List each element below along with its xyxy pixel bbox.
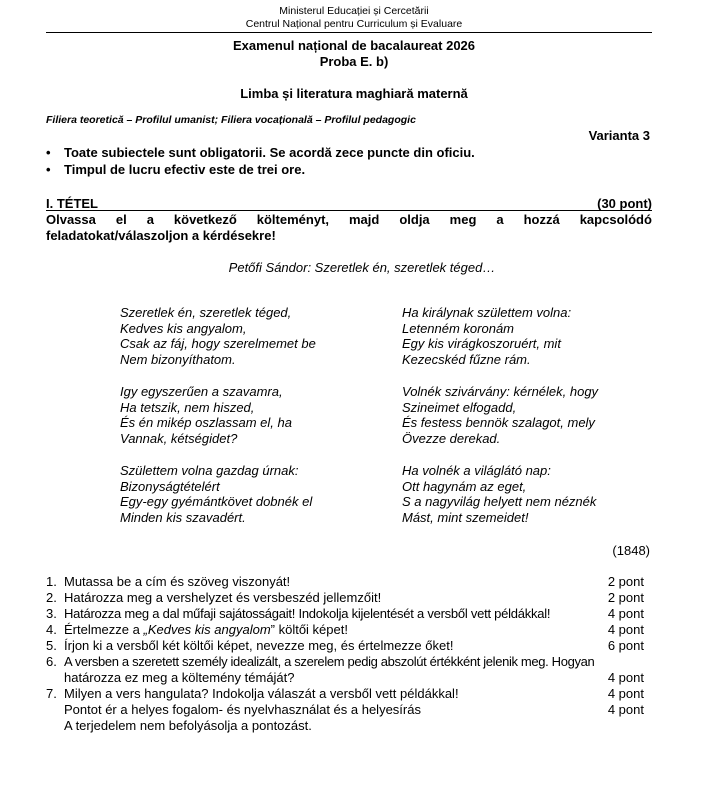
task-text: Milyen a vers hangulata? Indokolja válaszát a versből vett példákkal! xyxy=(64,686,459,701)
poem-line: S a nagyvilág helyett nem néznék xyxy=(402,494,597,510)
poem-line: Ha királynak születtem volna: xyxy=(402,305,572,320)
poem-line: Kezecskéd fűzne rám. xyxy=(402,352,531,368)
poem-line: Vannak, kétségidet? xyxy=(120,431,238,447)
task-points: 2 pont xyxy=(607,574,644,589)
poem-title: Petőfi Sándor: Szeretlek én, szeretlek téged… xyxy=(228,260,496,275)
instruction-word: Olvassa xyxy=(46,212,96,227)
instruction-word: költeményt, xyxy=(256,212,330,227)
task-points: 6 pont xyxy=(607,638,644,653)
section-title: I. TÉTEL xyxy=(46,196,98,211)
filiera-line: Filiera teoretică – Profilul umanist; Filiera vocațională – Profilul pedagogic xyxy=(46,114,416,126)
task-points: 4 pont xyxy=(607,686,644,701)
poem-line: És festess bennök szalagot, mely xyxy=(402,415,595,431)
poem-line: Ott hagynám az eget, xyxy=(402,478,527,494)
bullet-icon: • xyxy=(46,162,51,177)
task-number: 3. xyxy=(46,606,57,621)
poem-line: Születtem volna gazdag úrnak: xyxy=(120,463,299,478)
poem-line: És én mikép oszlassam el, ha xyxy=(120,415,292,431)
poem-line: Bizonyságtételért xyxy=(120,478,220,494)
instruction-line-1 xyxy=(46,212,652,228)
task-text: Írjon ki a versből két költői képet, nevezze meg, és értelmezze őket! xyxy=(64,638,454,653)
instruction-word: el xyxy=(115,212,127,227)
poem-line: Szineimet elfogadd, xyxy=(402,399,517,415)
poem-stanza xyxy=(120,463,312,526)
poem-line: Volnék szivárvány: kérnélek, hogy xyxy=(402,384,599,399)
instruction-word: hozzá xyxy=(523,212,560,227)
rule-item: • Timpul de lucru efectiv este de trei ore. xyxy=(46,162,306,177)
poem-line: Övezze derekad. xyxy=(402,431,501,447)
task-number: 1. xyxy=(46,574,57,589)
varianta-label: Varianta 3 xyxy=(588,128,650,143)
poem-stanza xyxy=(120,384,292,447)
header-divider xyxy=(46,32,652,33)
center-name: Centrul Național pentru Curriculum și Evaluare xyxy=(245,18,463,30)
task-text: A versben a szeretett személy idealizált, a szerelem pedig abszolút értékként jelenik meg. Hogyan xyxy=(64,654,595,669)
poem-line: Ha tetszik, nem hiszed, xyxy=(120,399,255,415)
quoted-phrase: „Kedves kis angyalom xyxy=(143,622,271,637)
grading-note-text: Pontot ér a helyes fogalom- és nyelvhasználat és a helyesírás xyxy=(64,702,421,717)
poem-line: Letenném koronám xyxy=(402,320,515,336)
task-text: Értelmezze a „Kedves kis angyalom” költői képet! xyxy=(64,622,348,637)
instruction-word: meg xyxy=(449,212,477,227)
poem-line: Ha volnék a világlátó nap: xyxy=(402,463,551,478)
section-header xyxy=(46,196,652,211)
exam-subject: Limba și literatura maghiară maternă xyxy=(240,86,468,101)
task-number: 5. xyxy=(46,638,57,653)
instruction-line-2: feladatokat/válaszoljon a kérdésekre! xyxy=(46,228,276,243)
instruction-word: majd xyxy=(349,212,380,227)
task-item xyxy=(46,654,652,686)
poem-line: Igy egyszerűen a szavamra, xyxy=(120,384,283,399)
instruction-word: a xyxy=(146,212,154,227)
task-points: 4 pont xyxy=(607,670,644,685)
poem-line: Egy kis virágkoszoruért, mit xyxy=(402,336,561,352)
task-text: Mutassa be a cím és szöveg viszonyát! xyxy=(64,574,291,589)
rule-item: • Toate subiectele sunt obligatorii. Se acordă zece puncte din oficiu. xyxy=(46,145,475,160)
task-number: 4. xyxy=(46,622,57,637)
instruction-word: oldja xyxy=(399,212,430,227)
poem-line: Egy-egy gyémántkövet dobnék el xyxy=(120,494,313,510)
task-text: Határozza meg a dal műfaji sajátosságait! Indokolja kijelentését a versből vett példákkal! xyxy=(64,606,551,621)
instruction-word: a xyxy=(496,212,504,227)
bullet-icon: • xyxy=(46,145,51,160)
poem-line: Minden kis szavadért. xyxy=(120,510,246,526)
poem-stanza xyxy=(402,463,596,526)
task-points: 4 pont xyxy=(607,606,644,621)
ministry-name: Ministerul Educației și Cercetării xyxy=(279,5,429,17)
exam-title: Examenul național de bacalaureat 2026 xyxy=(232,38,476,53)
task-points: 2 pont xyxy=(607,590,644,605)
poem-stanza xyxy=(402,305,571,368)
section-points: (30 pont) xyxy=(597,196,652,211)
length-note: A terjedelem nem befolyásolja a pontozást. xyxy=(64,718,312,733)
poem-line: Mást, mint szemeidet! xyxy=(402,510,529,526)
exam-proba: Proba E. b) xyxy=(319,54,389,69)
section-instruction xyxy=(46,212,652,244)
task-number: 2. xyxy=(46,590,57,605)
instruction-word: következő xyxy=(173,212,237,227)
poem-line: Csak az fáj, hogy szerelmemet be xyxy=(120,336,316,352)
poem-stanza xyxy=(402,384,598,447)
grading-note-points: 4 pont xyxy=(607,702,644,717)
poem-line: Kedves kis angyalom, xyxy=(120,320,247,336)
poem-line: Szeretlek én, szeretlek téged, xyxy=(120,305,292,320)
poem-year: (1848) xyxy=(612,543,650,558)
task-number: 6. xyxy=(46,654,57,669)
task-text: Határozza meg a vershelyzet és versbeszéd jellemzőit! xyxy=(64,590,382,605)
poem-line: Nem bizonyíthatom. xyxy=(120,352,236,368)
task-number: 7. xyxy=(46,686,57,701)
task-text-continued: határozza ez meg a költemény témáját? xyxy=(64,670,295,685)
task-points: 4 pont xyxy=(607,622,644,637)
instruction-word: kapcsolódó xyxy=(579,212,652,227)
poem-stanza xyxy=(120,305,316,368)
